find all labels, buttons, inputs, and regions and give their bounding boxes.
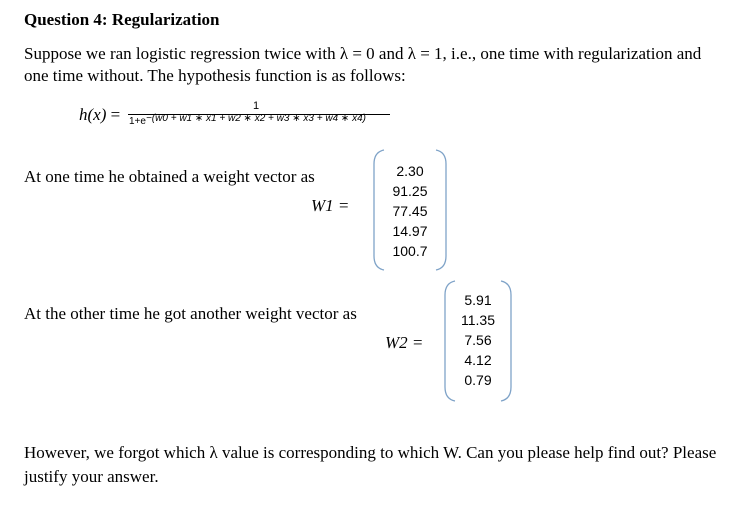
vector2-entry: 0.79 <box>464 372 492 388</box>
vector1-entry: 91.25 <box>392 183 428 199</box>
vector2-sentence: At the other time he got another weight vector as <box>24 304 357 323</box>
vector1-entry: 100.7 <box>392 243 428 259</box>
vector2-label: W2 = <box>385 333 424 352</box>
vector2-values <box>448 290 508 390</box>
vector1-label: W1 = <box>311 196 350 215</box>
vector1-entry: 77.45 <box>392 203 428 219</box>
formula-lhs <box>79 105 120 125</box>
formula-lhs-symbol: h(x) <box>79 105 107 124</box>
vector2-entry: 7.56 <box>464 332 492 348</box>
formula-equals: = <box>110 105 121 124</box>
vector1-entry: 2.30 <box>396 163 424 179</box>
denominator-exponent: −(w0 + w1 ∗ x1 + w2 ∗ x2 + w3 ∗ x3 + w4 ∗ x4) <box>145 113 366 124</box>
vector1-values <box>380 161 440 261</box>
vector2-entry: 5.91 <box>464 292 492 308</box>
question-intro: Suppose we ran logistic regression twice with λ = 0 and λ = 1, i.e., one time with regularization and one time without. The hypothesis function is as follows: <box>24 44 702 85</box>
question-title: Question 4: Regularization <box>24 10 220 29</box>
denominator-base: 1+e <box>129 116 146 127</box>
vector1-entry: 14.97 <box>392 223 428 239</box>
closing-question: However, we forgot which λ value is corresponding to which W. Can you please help find out? Please justify your answer. <box>24 443 717 486</box>
vector2-entry: 11.35 <box>461 312 495 328</box>
vector1-sentence: At one time he obtained a weight vector as <box>24 167 315 186</box>
vector2-entry: 4.12 <box>464 352 492 368</box>
formula-denominator <box>129 113 366 127</box>
formula-numerator: 1 <box>253 100 260 112</box>
